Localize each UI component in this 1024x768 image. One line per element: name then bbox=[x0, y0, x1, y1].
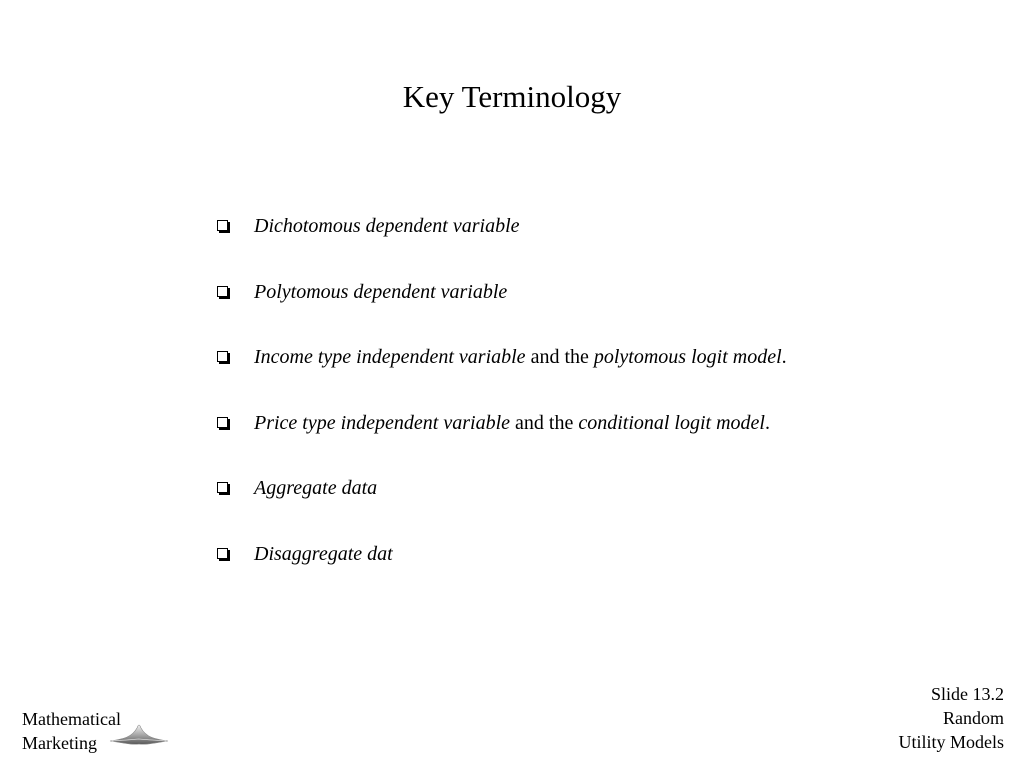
bullet-text: Polytomous dependent variable bbox=[254, 280, 508, 303]
checkbox-square-icon bbox=[217, 417, 228, 428]
bell-curve-logo-icon bbox=[108, 718, 170, 752]
bullet-text: Aggregate data bbox=[254, 477, 378, 500]
bullet-text: polytomous logit model bbox=[593, 346, 782, 369]
footer-left-line: Marketing bbox=[22, 733, 97, 753]
bullet-text: . bbox=[764, 411, 770, 434]
checkbox-square-icon bbox=[217, 286, 228, 297]
bullet-text: Price type independent variable bbox=[254, 411, 511, 434]
bullet-list bbox=[216, 210, 787, 604]
bullet-text: and the bbox=[510, 411, 579, 434]
footer-slide-info bbox=[898, 682, 1004, 754]
bullet-text: Dichotomous dependent variable bbox=[254, 215, 520, 237]
footer-left-line: Mathematical bbox=[22, 709, 121, 729]
checkbox-square-icon bbox=[217, 351, 228, 362]
checkbox-square-icon bbox=[217, 482, 228, 493]
slide-title: Key Terminology bbox=[402, 79, 622, 114]
slide-number: Slide 13.2 bbox=[930, 684, 1004, 704]
chapter-title-line: Utility Models bbox=[898, 732, 1004, 752]
bullet-text: Disaggregate dat bbox=[254, 542, 393, 565]
bullet-item bbox=[216, 276, 787, 309]
checkbox-square-icon bbox=[217, 548, 228, 559]
bullet-text: and the bbox=[525, 346, 594, 369]
bullet-item bbox=[216, 472, 787, 505]
checkbox-square-icon bbox=[217, 220, 228, 231]
bullet-text: conditional logit model bbox=[578, 411, 765, 434]
bullet-text: Income type independent variable bbox=[254, 346, 526, 369]
footer-course-name bbox=[22, 707, 121, 755]
bullet-item bbox=[216, 210, 787, 243]
chapter-title-line: Random bbox=[943, 708, 1004, 728]
bullet-text: . bbox=[781, 346, 787, 369]
bullet-item bbox=[216, 538, 787, 571]
bullet-item bbox=[216, 341, 787, 374]
bullet-item bbox=[216, 407, 787, 440]
